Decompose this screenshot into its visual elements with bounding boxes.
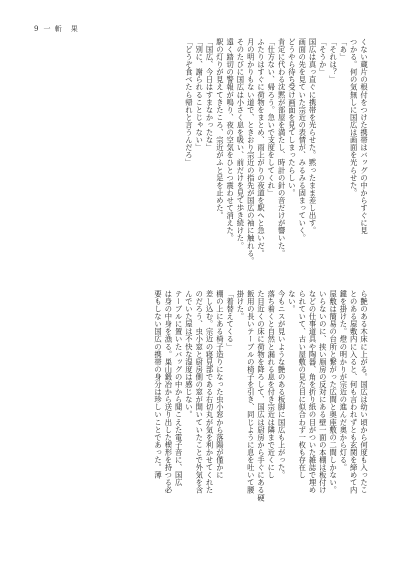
text-line: とのある屋敷内に入ると、何も言われずとも玄関を締めて内 [349, 290, 359, 494]
text-line: つかる。何の気無しに国広は画面を光らせた。 [349, 38, 359, 197]
text-line: 画面の先を見ていた宗近の表情が、みるみる固まっていく。 [298, 38, 308, 242]
text-line: られていて、古い屋敷の見た目に似合わず一枚も存在し [298, 290, 308, 479]
text-line: いらないのに、挟い厠房の反対にある壁一面の本棚は板付け [318, 290, 328, 494]
text-line: 「仕方ない、帰ろう。急いで支度をしてくれ」 [267, 38, 277, 197]
text-line: などの仕事道具や陶器、角を折り紙の目がついた雑誌で埋め [308, 290, 318, 494]
text-line: 今もニスが見いような艶のある板脚に国広も上がった。 [277, 290, 287, 479]
text-line: た目近くの床に荷物を降ろして、国広は厨房から手ぐにある硬 [257, 290, 267, 502]
text-line: のだろう、虫小窓と厨房側の窓が開いていたことで外気を含 [195, 290, 205, 494]
text-line: ら艶のある木床に上がる。国広は幼い頃から何度も入ったこ [360, 290, 369, 494]
text-line: 国広は真っ直ぐに携帯を光らせた。黙ったまま差し出す。 [308, 38, 318, 235]
text-line: 「着替えてくる」 [226, 290, 236, 351]
text-line: 遠く踏切の警報が鳴り、夜の空気をひとつ震わせて消えた。 [226, 38, 236, 242]
running-title: 斬 果 [54, 25, 79, 33]
text-line: 「どうぞ食べたら帰れと言うんだろ」 [184, 38, 194, 167]
running-head [34, 24, 79, 34]
text-line: ない。 [287, 290, 297, 313]
text-line: 要もしない国広の携帯の身分は珍しいことであった。薄 [154, 290, 164, 479]
text-line: くない蔵片の根付をつけた携帯はバッグの中からすぐに見 [360, 38, 369, 235]
text-line: 屋敷は簡易の台所と繋がった広間と奥座敷の二間しかない。 [329, 290, 339, 494]
text-line: 鍵を掛けた。燈の明かりが宗近の進んだ奥から灯る。 [339, 290, 349, 472]
text-line: 「それは？」 [329, 38, 339, 84]
text-line: 差し込む。宗近の寝見部である右切丸が気を利かせてくれた [205, 290, 215, 494]
text-line: 落ち着くと自然と漏れる息を付き宗近は隣まで近くにし [267, 290, 277, 479]
text-line: そのたびに国広は小さく息を吸い、前だけを見て歩き続けた。 [236, 38, 246, 250]
text-line: 「あ」 [339, 38, 349, 61]
text-line: 駅の灯りが見えてきたころ、宗近がふと足を止めた。 [215, 38, 225, 220]
page-number: 9 [34, 25, 40, 33]
text-line: ふたりはすぐに荷物をまとめ、雨上がりの夜道を駅へと急いだ。 [257, 38, 267, 257]
text-line: は身の中身を漁る。巣山鍛冶から送り出した楔形を持つる必 [164, 290, 174, 494]
upper-text-block [29, 38, 369, 274]
text-line: んでいた屋は不快な湿度は感じない。 [184, 290, 194, 419]
text-line: どうやら待ち受け画面を見てしまったらしい。 [287, 38, 297, 197]
text-line: 飯用の長いテーブルの椅子を引き、同じように息を吐いて腰 [246, 290, 256, 494]
text-line: 「そうか」 [318, 38, 328, 76]
text-line: 「国広、今日はすまなかったな」 [205, 38, 215, 152]
text-line: 肯定に代わる沈黙が部屋を満たし、時計の針の音だけが響いた。 [277, 38, 287, 257]
text-line: 棚の上にある椅子造りになった虫小窓から落陽が僅かに [215, 290, 225, 479]
text-line: 月の明かりもない道で、ときおり宗近の指先が国広の袖に触れる。 [246, 38, 256, 265]
text-line: 掛けた。 [236, 290, 246, 321]
text-line: テーブルに置いたバッグの中から聞こえた電子音に、国広 [174, 290, 184, 487]
text-line: 「別に、謝られることじゃない」 [195, 38, 205, 152]
page-number-dash: 一 [43, 25, 52, 33]
lower-text-block [29, 290, 369, 536]
